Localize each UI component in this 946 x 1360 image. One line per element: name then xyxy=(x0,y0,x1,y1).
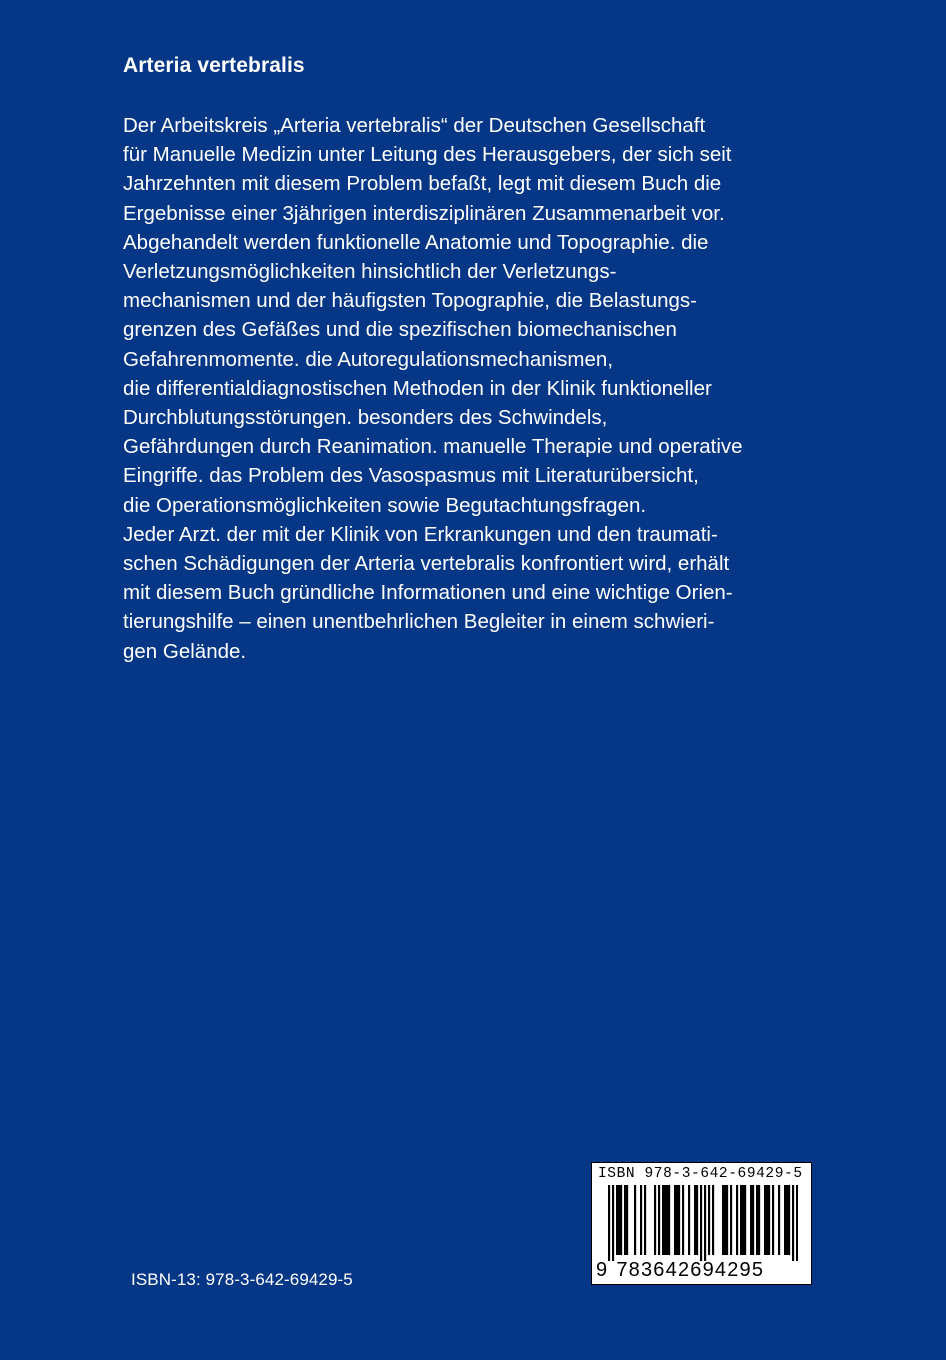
isbn-barcode xyxy=(591,1162,812,1285)
barcode-bar xyxy=(742,1185,744,1255)
barcode-bar xyxy=(724,1185,726,1255)
blurb-line: Gefährdungen durch Reanimation. manuelle Therapie und operative xyxy=(123,435,743,459)
blurb-line: die differentialdiagnostischen Methoden in der Klinik funktioneller xyxy=(123,376,712,400)
barcode-bar xyxy=(688,1185,690,1255)
barcode-bar xyxy=(616,1185,618,1255)
blurb-line: gen Gelände. xyxy=(123,639,247,663)
barcode-bar xyxy=(664,1185,666,1255)
barcode-bar xyxy=(694,1185,696,1255)
blurb-line: Der Arbeitskreis „Arteria vertebralis“ der Deutschen Gesellschaft xyxy=(123,114,706,137)
book-title: Arteria vertebralis xyxy=(123,54,305,77)
barcode-bar xyxy=(768,1185,770,1255)
blurb-line: Verletzungsmöglichkeiten hinsichtlich der Verletzungs- xyxy=(123,260,617,284)
barcode-bar xyxy=(772,1185,774,1255)
barcode-bar xyxy=(682,1185,684,1255)
blurb-line: Ergebnisse einer 3jährigen interdisziplinären Zusammenarbeit vor. xyxy=(123,201,725,225)
barcode-bar xyxy=(644,1185,646,1255)
barcode-bar xyxy=(744,1185,746,1255)
barcode-bar xyxy=(726,1185,728,1255)
barcode-bar xyxy=(756,1185,758,1255)
barcode-bar xyxy=(696,1185,698,1255)
barcode-bar xyxy=(620,1185,622,1255)
barcode-bar xyxy=(640,1185,642,1255)
barcode-bar xyxy=(676,1185,678,1255)
blurb-line: für Manuelle Medizin unter Leitung des Herausgebers, der sich seit xyxy=(123,143,732,167)
barcode-number: 783642694295 xyxy=(616,1259,765,1281)
barcode-bar xyxy=(654,1185,656,1255)
barcode-bar xyxy=(618,1185,620,1255)
barcode-bar xyxy=(752,1185,754,1255)
blurb-line: Eingriffe. das Problem des Vasospasmus mit Literaturübersicht, xyxy=(123,464,699,488)
barcode-bar xyxy=(624,1185,626,1255)
barcode-bar xyxy=(722,1185,724,1255)
barcode-bar xyxy=(612,1185,614,1261)
barcode-bar xyxy=(708,1185,710,1255)
barcode-bar xyxy=(662,1185,664,1255)
blurb-line: mit diesem Buch gründliche Informationen und eine wichtige Orien- xyxy=(123,581,733,605)
barcode-bar xyxy=(674,1185,676,1255)
barcode-bar xyxy=(704,1185,706,1261)
barcode-bar xyxy=(750,1185,752,1255)
barcode-bar xyxy=(740,1185,742,1255)
blurb-line: Gefahrenmomente. die Autoregulationsmechanismen, xyxy=(123,347,614,371)
barcode-bar xyxy=(786,1185,788,1255)
blurb-line: schen Schädigungen der Arteria vertebralis konfrontiert wird, erhält xyxy=(123,552,730,576)
barcode-bar xyxy=(778,1185,780,1255)
barcode-bar xyxy=(626,1185,628,1255)
barcode-bar xyxy=(764,1185,766,1255)
blurb-line: Jahrzehnten mit diesem Problem befaßt, legt mit diesem Buch die xyxy=(123,172,722,196)
barcode-bar xyxy=(792,1185,794,1261)
blurb-line: Durchblutungsstörungen. besonders des Schwindels, xyxy=(123,406,608,430)
blurb-line: Abgehandelt werden funktionelle Anatomie und Topographie. die xyxy=(123,230,709,254)
barcode-bar xyxy=(736,1185,738,1255)
barcode-bar xyxy=(668,1185,670,1255)
barcode-bar xyxy=(608,1185,610,1261)
barcode-bar xyxy=(796,1185,798,1261)
barcode-isbn-label: ISBN 978-3-642-69429-5 xyxy=(598,1166,803,1182)
barcode-bars xyxy=(608,1185,798,1261)
barcode-bar xyxy=(730,1185,732,1255)
blurb-line: mechanismen und der häufigsten Topographie, die Belastungs- xyxy=(123,289,697,313)
blurb-line: tierungshilfe – einen unentbehrlichen Begleiter in einem schwieri- xyxy=(123,610,715,634)
barcode-bar xyxy=(634,1185,636,1255)
barcode-lead-digit: 9 xyxy=(596,1259,609,1281)
barcode-bar xyxy=(788,1185,790,1255)
barcode-bar xyxy=(666,1185,668,1255)
barcode-bar xyxy=(766,1185,768,1255)
barcode-bar xyxy=(784,1185,786,1255)
isbn-13-label: ISBN-13: 978-3-642-69429-5 xyxy=(131,1270,353,1289)
barcode-bar xyxy=(758,1185,760,1255)
blurb-text xyxy=(123,111,843,666)
blurb-line: Jeder Arzt. der mit der Klinik von Erkrankungen und den traumati- xyxy=(123,522,718,546)
barcode-bar xyxy=(658,1185,660,1255)
barcode-bar xyxy=(700,1185,702,1261)
barcode-digits xyxy=(596,1259,764,1282)
blurb-line: die Operationsmöglichkeiten sowie Begutachtungsfragen. xyxy=(123,493,647,517)
barcode-bar xyxy=(712,1185,714,1255)
barcode-bar xyxy=(678,1185,680,1255)
blurb-line: grenzen des Gefäßes und die spezifischen biomechanischen xyxy=(123,318,677,342)
